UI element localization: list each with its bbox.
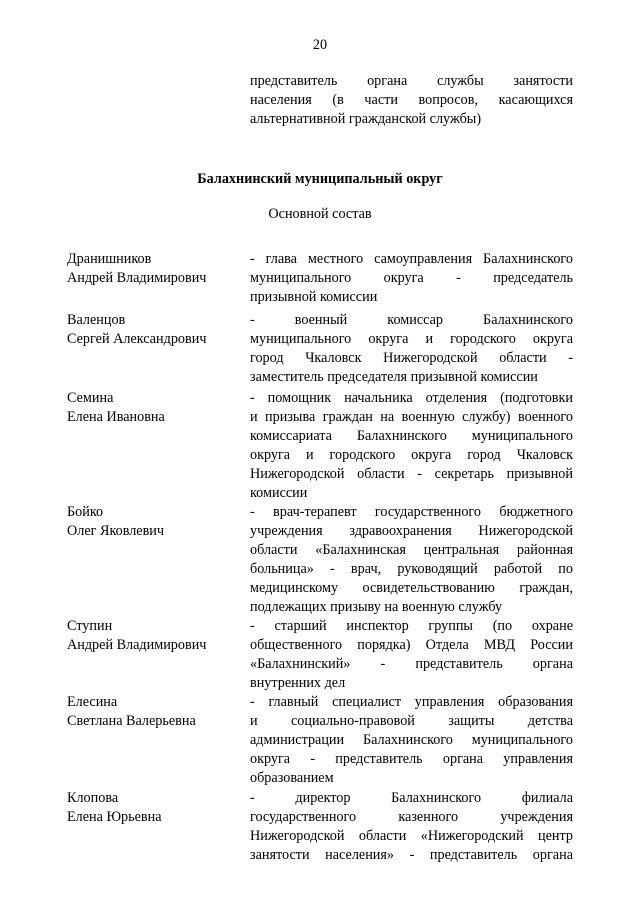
member-surname: Семина <box>67 390 114 406</box>
role-line: образованием <box>250 770 334 786</box>
role-line: муниципального округа - председатель <box>250 270 573 286</box>
role-line: призывной комиссии <box>250 289 378 305</box>
continued-role-text <box>250 72 573 129</box>
member-given-name: Олег Яковлевич <box>67 523 165 539</box>
role-line: город Чкаловск Нижегородской области - <box>250 350 573 366</box>
role-line: занятости населения» - представитель органа <box>250 847 573 863</box>
member-name <box>67 250 242 288</box>
member-name <box>67 389 242 427</box>
district-title: Балахнинский муниципальный округ <box>197 171 443 187</box>
member-surname: Бойко <box>67 504 104 520</box>
text-line: альтернативной гражданской службы) <box>250 111 482 127</box>
member-name <box>67 311 242 349</box>
role-line: - помощник начальника отделения (подготовки <box>250 390 573 406</box>
member-surname: Дранишников <box>67 251 152 267</box>
role-line: государственного казенного учреждения <box>250 809 573 825</box>
role-line: и социально-правовой защиты детства <box>250 713 573 729</box>
member-role <box>250 693 573 788</box>
member-given-name: Андрей Владимирович <box>67 270 207 286</box>
member-role <box>250 617 573 693</box>
role-line: учреждения здравоохранения Нижегородской <box>250 523 573 539</box>
role-line: области «Балахнинская центральная районная <box>250 542 573 558</box>
role-line: - главный специалист управления образования <box>250 694 573 710</box>
section-title: Основной состав <box>268 206 372 222</box>
member-role <box>250 311 573 387</box>
role-line: - глава местного самоуправления Балахнинского <box>250 251 573 267</box>
member-surname: Валенцов <box>67 312 126 328</box>
role-line: подлежащих призыву на военную службу <box>250 599 503 615</box>
member-name <box>67 693 242 731</box>
member-surname: Елесина <box>67 694 118 710</box>
role-line: округа и городского округа город Чкаловск <box>250 447 573 463</box>
member-name <box>67 789 242 827</box>
member-given-name: Елена Юрьевна <box>67 809 162 825</box>
role-line: муниципального округа и городского округа <box>250 331 573 347</box>
member-name <box>67 617 242 655</box>
role-line: медицинскому освидетельствованию граждан, <box>250 580 573 596</box>
role-line: комиссии <box>250 485 308 501</box>
page-number: 20 <box>312 37 328 53</box>
role-line: Нижегородской области «Нижегородский центр <box>250 828 573 844</box>
role-line: «Балахнинский» - представитель органа <box>250 656 573 672</box>
text-line: представитель органа службы занятости <box>250 73 573 89</box>
member-given-name: Андрей Владимирович <box>67 637 207 653</box>
role-line: комиссариата Балахнинского муниципального <box>250 428 573 444</box>
member-role <box>250 503 573 617</box>
role-line: внутренних дел <box>250 675 346 691</box>
role-line: заместитель председателя призывной комиссии <box>250 369 538 385</box>
role-line: - военный комиссар Балахнинского <box>250 312 573 328</box>
role-line: Нижегородской области - секретарь призывной <box>250 466 573 482</box>
member-surname: Клопова <box>67 790 119 806</box>
role-line: округа - представитель органа управления <box>250 751 573 767</box>
role-line: администрации Балахнинского муниципального <box>250 732 573 748</box>
member-name <box>67 503 242 541</box>
role-line: общественного порядка) Отдела МВД России <box>250 637 573 653</box>
role-line: - директор Балахнинского филиала <box>250 790 573 806</box>
member-surname: Ступин <box>67 618 113 634</box>
member-given-name: Сергей Александрович <box>67 331 207 347</box>
role-line: - врач-терапевт государственного бюджетного <box>250 504 573 520</box>
role-line: - старший инспектор группы (по охране <box>250 618 573 634</box>
member-role <box>250 389 573 503</box>
role-line: и призыва граждан на военную службу) военного <box>250 409 573 425</box>
text-line: населения (в части вопросов, касающихся <box>250 92 573 108</box>
member-role <box>250 250 573 307</box>
member-given-name: Светлана Валерьевна <box>67 713 196 729</box>
member-given-name: Елена Ивановна <box>67 409 165 425</box>
member-role <box>250 789 573 865</box>
role-line: больница» - врач, руководящий работой по <box>250 561 573 577</box>
